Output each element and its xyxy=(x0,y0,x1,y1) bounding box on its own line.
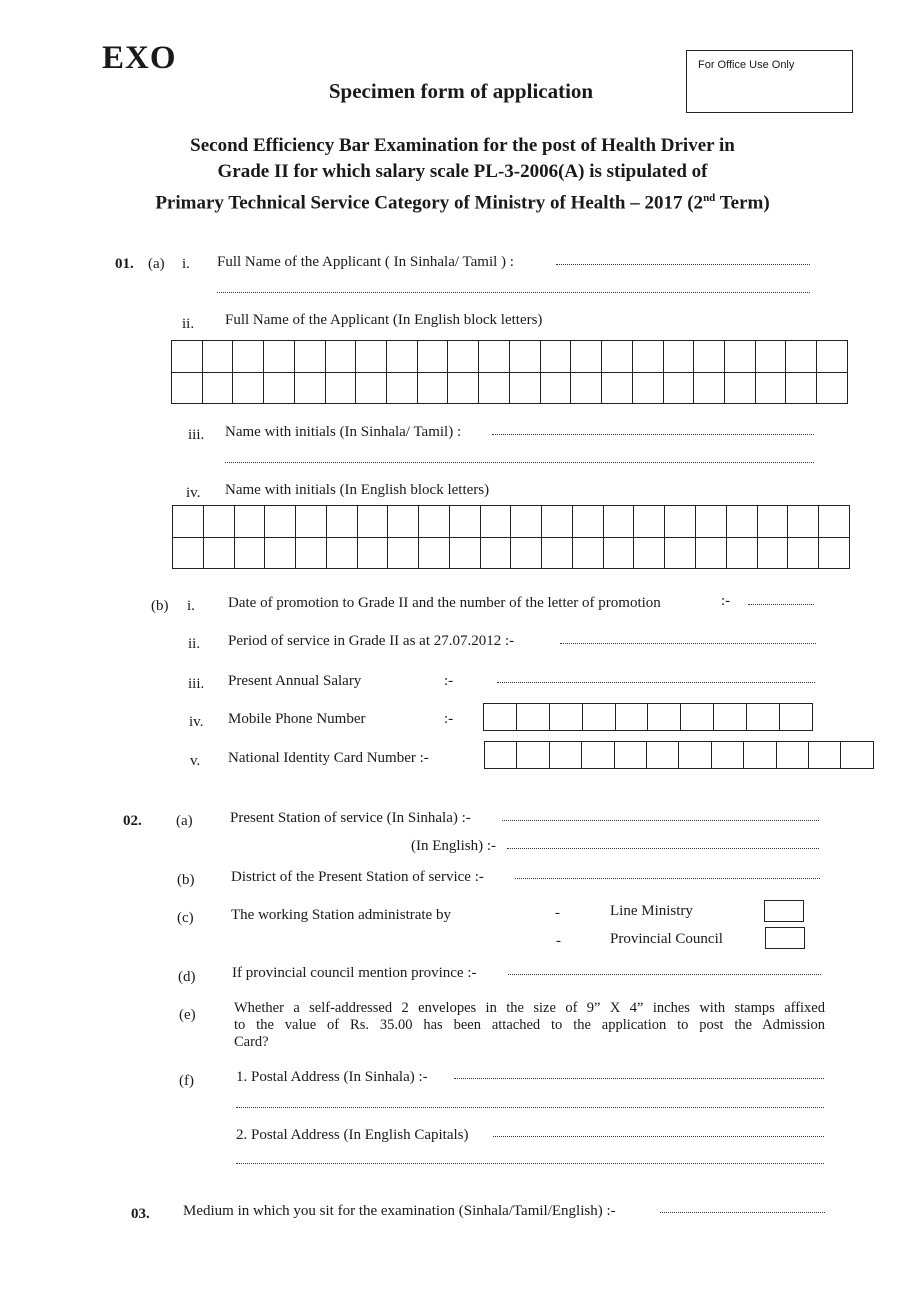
grid-cell[interactable] xyxy=(264,341,295,373)
line-ministry-label: Line Ministry xyxy=(610,903,693,919)
service-period-field[interactable] xyxy=(560,643,816,644)
initials-sinhala-field-2[interactable] xyxy=(225,462,814,463)
section-1a-label: (a) xyxy=(148,256,165,272)
nic-number-grid[interactable] xyxy=(484,741,874,769)
grid-cell[interactable] xyxy=(696,537,727,569)
section-2a-label: (a) xyxy=(176,813,193,829)
grid-cell[interactable] xyxy=(726,506,757,538)
grid-cell[interactable] xyxy=(744,742,776,769)
grid-cell[interactable] xyxy=(788,537,819,569)
grid-cell[interactable] xyxy=(694,341,725,373)
station-english-field[interactable] xyxy=(507,848,819,849)
grid-cell[interactable] xyxy=(757,506,788,538)
grid-cell[interactable] xyxy=(480,506,511,538)
station-sinhala-label: Present Station of service (In Sinhala) :- xyxy=(230,810,471,826)
grid-cell[interactable] xyxy=(234,537,265,569)
grid-cell[interactable] xyxy=(602,372,633,404)
grid-cell[interactable] xyxy=(509,341,540,373)
grid-cell[interactable] xyxy=(647,742,679,769)
province-label: If provincial council mention province :- xyxy=(232,965,477,981)
grid-cell[interactable] xyxy=(517,742,549,769)
line-ministry-checkbox[interactable] xyxy=(764,900,804,922)
grid-cell[interactable] xyxy=(603,506,634,538)
grid-cell[interactable] xyxy=(356,372,387,404)
grid-cell[interactable] xyxy=(202,372,233,404)
administration-dash-1: - xyxy=(555,905,560,921)
grid-cell[interactable] xyxy=(726,537,757,569)
annual-salary-label: Present Annual Salary xyxy=(228,673,362,689)
grid-cell[interactable] xyxy=(648,704,681,731)
grid-cell[interactable] xyxy=(203,506,234,538)
item-1b-iii-number: iii. xyxy=(188,676,205,692)
station-sinhala-field[interactable] xyxy=(502,820,819,821)
grid-cell[interactable] xyxy=(817,372,848,404)
postal-address-english-field[interactable] xyxy=(493,1136,824,1137)
full-name-sinhala-field[interactable] xyxy=(556,264,810,265)
promotion-date-separator: :- xyxy=(721,593,731,609)
grid-cell[interactable] xyxy=(326,506,357,538)
full-name-english-grid[interactable] xyxy=(171,340,848,404)
grid-cell[interactable] xyxy=(549,742,581,769)
grid-cell[interactable] xyxy=(582,704,615,731)
grid-cell[interactable] xyxy=(485,742,517,769)
item-1a-ii-number: ii. xyxy=(182,316,195,332)
grid-cell[interactable] xyxy=(417,372,448,404)
subtitle xyxy=(0,133,900,216)
envelopes-question xyxy=(234,1000,825,1051)
promotion-date-label: Date of promotion to Grade II and the number of the letter of promotion xyxy=(228,595,661,611)
grid-cell[interactable] xyxy=(809,742,841,769)
section-3-number: 03. xyxy=(131,1206,150,1222)
grid-cell[interactable] xyxy=(448,372,479,404)
grid-cell[interactable] xyxy=(755,341,786,373)
section-2c-label: (c) xyxy=(177,910,194,926)
grid-cell[interactable] xyxy=(388,537,419,569)
grid-cell[interactable] xyxy=(233,341,264,373)
item-1a-iv-number: iv. xyxy=(186,485,201,501)
grid-cell[interactable] xyxy=(173,506,204,538)
initials-sinhala-field[interactable] xyxy=(492,434,814,435)
grid-cell[interactable] xyxy=(841,742,874,769)
mobile-phone-separator: :- xyxy=(444,711,454,727)
item-1b-iv-number: iv. xyxy=(189,714,204,730)
grid-cell[interactable] xyxy=(724,372,755,404)
grid-cell[interactable] xyxy=(572,506,603,538)
postal-address-sinhala-field[interactable] xyxy=(454,1078,824,1079)
grid-cell[interactable] xyxy=(172,372,203,404)
subtitle-line-1: Second Efficiency Bar Examination for the post of Health Driver in xyxy=(190,135,735,156)
item-1a-iii-number: iii. xyxy=(188,427,205,443)
section-1b-label: (b) xyxy=(151,598,169,614)
grid-cell[interactable] xyxy=(417,341,448,373)
full-name-sinhala-field-2[interactable] xyxy=(217,292,810,293)
grid-cell[interactable] xyxy=(449,506,480,538)
envelopes-question-line-1: Whether a self-addressed 2 envelopes in the size of 9” X 4” inches with stamps affixed xyxy=(234,1000,825,1016)
grid-cell[interactable] xyxy=(614,742,646,769)
full-name-english-label: Full Name of the Applicant (In English block letters) xyxy=(225,312,543,328)
grid-cell[interactable] xyxy=(294,341,325,373)
grid-cell[interactable] xyxy=(602,341,633,373)
section-2b-label: (b) xyxy=(177,872,195,888)
postal-address-english-field-2[interactable] xyxy=(236,1163,824,1164)
grid-cell[interactable] xyxy=(296,506,327,538)
grid-cell[interactable] xyxy=(173,537,204,569)
grid-cell[interactable] xyxy=(484,704,517,731)
grid-cell[interactable] xyxy=(724,341,755,373)
grid-cell[interactable] xyxy=(776,742,808,769)
section-2-number: 02. xyxy=(123,813,142,829)
grid-cell[interactable] xyxy=(203,537,234,569)
grid-cell[interactable] xyxy=(665,506,696,538)
item-1b-v-number: v. xyxy=(190,753,201,769)
item-1b-ii-number: ii. xyxy=(188,636,201,652)
grid-cell[interactable] xyxy=(357,537,388,569)
grid-cell[interactable] xyxy=(479,341,510,373)
grid-cell[interactable] xyxy=(632,372,663,404)
grid-cell[interactable] xyxy=(542,537,573,569)
grid-cell[interactable] xyxy=(387,372,418,404)
postal-address-sinhala-field-2[interactable] xyxy=(236,1107,824,1108)
grid-cell[interactable] xyxy=(665,537,696,569)
mobile-phone-label: Mobile Phone Number xyxy=(228,711,366,727)
grid-cell[interactable] xyxy=(571,372,602,404)
medium-label: Medium in which you sit for the examination (Sinhala/Tamil/English) :- xyxy=(183,1203,616,1219)
office-use-label: For Office Use Only xyxy=(698,59,795,71)
province-field[interactable] xyxy=(508,974,821,975)
grid-cell[interactable] xyxy=(679,742,711,769)
postal-address-sinhala-label: 1. Postal Address (In Sinhala) :- xyxy=(236,1069,428,1085)
grid-cell[interactable] xyxy=(509,372,540,404)
grid-cell[interactable] xyxy=(419,537,450,569)
page-title: Specimen form of application xyxy=(328,79,594,103)
grid-cell[interactable] xyxy=(449,537,480,569)
grid-cell[interactable] xyxy=(448,341,479,373)
grid-cell[interactable] xyxy=(511,506,542,538)
grid-cell[interactable] xyxy=(694,372,725,404)
subtitle-line-3-end: Term) xyxy=(715,192,770,214)
grid-cell[interactable] xyxy=(479,372,510,404)
grid-cell[interactable] xyxy=(696,506,727,538)
medium-field[interactable] xyxy=(660,1212,825,1213)
grid-cell[interactable] xyxy=(549,704,582,731)
grid-cell[interactable] xyxy=(387,341,418,373)
grid-cell[interactable] xyxy=(747,704,780,731)
grid-cell[interactable] xyxy=(786,341,817,373)
provincial-council-checkbox[interactable] xyxy=(765,927,805,949)
subtitle-superscript: nd xyxy=(703,192,716,204)
grid-cell[interactable] xyxy=(325,372,356,404)
initials-sinhala-label: Name with initials (In Sinhala/ Tamil) : xyxy=(225,424,462,440)
grid-cell[interactable] xyxy=(819,537,850,569)
section-2f-label: (f) xyxy=(179,1073,194,1089)
promotion-date-field[interactable] xyxy=(748,604,814,605)
postal-address-english-label: 2. Postal Address (In English Capitals) xyxy=(236,1127,469,1143)
grid-cell[interactable] xyxy=(819,506,850,538)
annual-salary-separator: :- xyxy=(444,673,454,689)
annual-salary-field[interactable] xyxy=(497,682,815,683)
grid-cell[interactable] xyxy=(634,506,665,538)
grid-cell[interactable] xyxy=(202,341,233,373)
envelopes-question-line-2: to the value of Rs. 35.00 has been attached to the application to post the Admission xyxy=(234,1017,825,1033)
grid-cell[interactable] xyxy=(326,537,357,569)
grid-cell[interactable] xyxy=(780,704,813,731)
district-label: District of the Present Station of service :- xyxy=(231,869,484,885)
section-2d-label: (d) xyxy=(178,969,196,985)
grid-cell[interactable] xyxy=(714,704,747,731)
grid-cell[interactable] xyxy=(480,537,511,569)
item-1a-i-number: i. xyxy=(182,256,190,272)
grid-cell[interactable] xyxy=(571,341,602,373)
grid-cell[interactable] xyxy=(540,341,571,373)
grid-cell[interactable] xyxy=(711,742,743,769)
grid-cell[interactable] xyxy=(663,372,694,404)
grid-cell[interactable] xyxy=(356,341,387,373)
grid-cell[interactable] xyxy=(419,506,450,538)
service-period-label: Period of service in Grade II as at 27.07.2012 :- xyxy=(228,633,515,649)
section-2e-label: (e) xyxy=(179,1007,196,1023)
grid-cell[interactable] xyxy=(663,341,694,373)
initials-english-grid[interactable] xyxy=(172,505,850,569)
initials-english-label: Name with initials (In English block letters) xyxy=(225,482,490,498)
grid-cell[interactable] xyxy=(755,372,786,404)
grid-cell[interactable] xyxy=(788,506,819,538)
grid-cell[interactable] xyxy=(172,341,203,373)
grid-cell[interactable] xyxy=(233,372,264,404)
grid-cell[interactable] xyxy=(265,506,296,538)
nic-number-label: National Identity Card Number :- xyxy=(228,750,429,766)
grid-cell[interactable] xyxy=(234,506,265,538)
grid-cell[interactable] xyxy=(540,372,571,404)
grid-cell[interactable] xyxy=(681,704,714,731)
subtitle-line-3 xyxy=(0,185,900,216)
administration-label: The working Station administrate by xyxy=(231,907,451,923)
logo: EXO xyxy=(102,40,177,76)
grid-cell[interactable] xyxy=(388,506,419,538)
grid-cell[interactable] xyxy=(615,704,648,731)
mobile-phone-grid[interactable] xyxy=(483,703,813,731)
grid-cell[interactable] xyxy=(516,704,549,731)
grid-cell[interactable] xyxy=(632,341,663,373)
full-name-sinhala-label: Full Name of the Applicant ( In Sinhala/ Tamil ) : xyxy=(217,254,514,270)
grid-cell[interactable] xyxy=(511,537,542,569)
administration-dash-2: - xyxy=(556,933,561,949)
grid-cell[interactable] xyxy=(603,537,634,569)
grid-cell[interactable] xyxy=(265,537,296,569)
section-1-number: 01. xyxy=(115,256,134,272)
item-1b-i-number: i. xyxy=(187,598,195,614)
district-field[interactable] xyxy=(515,878,820,879)
envelopes-question-line-3: Card? xyxy=(234,1034,269,1050)
grid-cell[interactable] xyxy=(264,372,295,404)
station-english-label: (In English) :- xyxy=(411,838,496,854)
grid-cell[interactable] xyxy=(542,506,573,538)
subtitle-line-3-start: Primary Technical Service Category of Ministry of Health – 2017 (2 xyxy=(155,192,704,214)
grid-cell[interactable] xyxy=(817,341,848,373)
subtitle-line-2: Grade II for which salary scale PL-3-2006(A) is stipulated of xyxy=(217,161,708,182)
grid-cell[interactable] xyxy=(634,537,665,569)
grid-cell[interactable] xyxy=(572,537,603,569)
grid-cell[interactable] xyxy=(582,742,614,769)
grid-cell[interactable] xyxy=(296,537,327,569)
grid-cell[interactable] xyxy=(325,341,356,373)
grid-cell[interactable] xyxy=(786,372,817,404)
provincial-council-label: Provincial Council xyxy=(610,931,723,947)
grid-cell[interactable] xyxy=(294,372,325,404)
grid-cell[interactable] xyxy=(757,537,788,569)
grid-cell[interactable] xyxy=(357,506,388,538)
